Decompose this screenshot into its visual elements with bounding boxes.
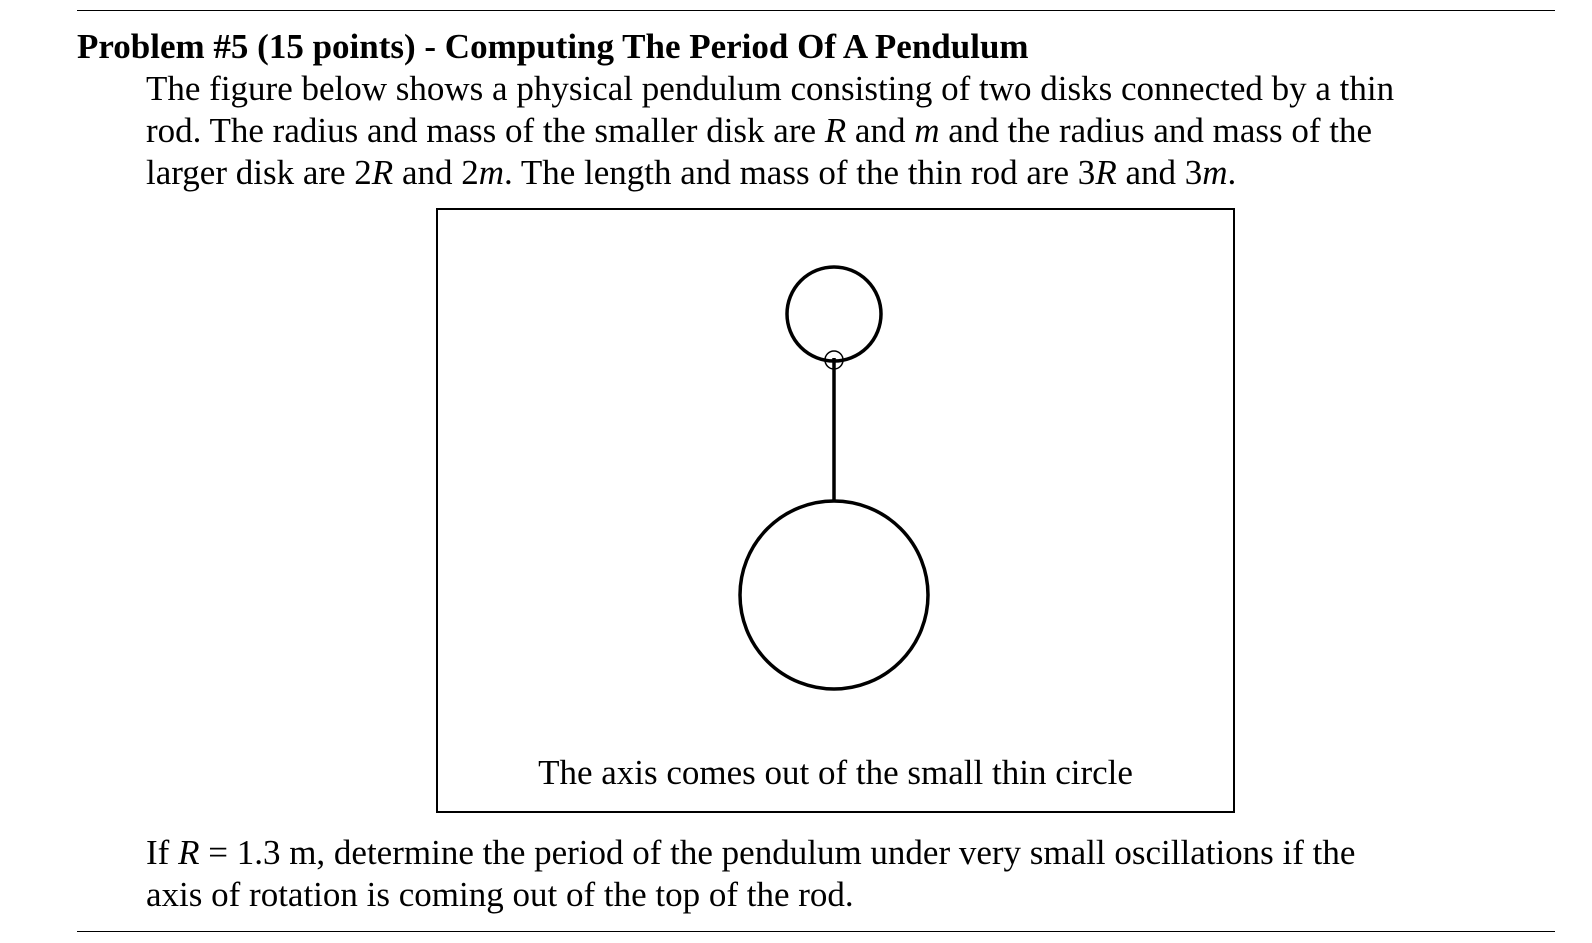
problem-title: Problem #5 (15 points) - Computing The Period Of A Pendulum	[77, 27, 1029, 66]
intro-line-1: The figure below shows a physical pendulum consisting of two disks connected by a thin	[146, 69, 1395, 108]
intro-line-3	[146, 152, 1566, 194]
question-text: If	[146, 833, 179, 872]
intro-line-2	[146, 110, 1566, 152]
figure-caption: The axis comes out of the small thin circle	[538, 753, 1133, 792]
var-m: m	[914, 111, 940, 150]
pendulum-figure	[436, 208, 1235, 813]
question-text: = 1.3 m, determine the period of the pendulum under very small oscillations if the	[199, 833, 1356, 872]
var-R: R	[371, 153, 394, 192]
var-m: m	[478, 153, 505, 192]
var-R: R	[178, 833, 200, 872]
problem-question	[146, 832, 1566, 916]
intro-text: rod. The radius and mass of the smaller disk are	[146, 111, 825, 150]
intro-text: . The length and mass of the thin rod are 3	[504, 153, 1096, 192]
question-line-1	[146, 832, 1566, 874]
large-disk	[740, 501, 928, 689]
intro-text: .	[1227, 153, 1237, 192]
problem-intro	[146, 68, 1566, 194]
intro-text: and	[846, 111, 915, 150]
var-R: R	[1095, 153, 1117, 192]
small-disk	[787, 267, 881, 361]
bottom-rule	[77, 931, 1555, 932]
intro-text: and 3	[1116, 153, 1203, 192]
intro-text: and the radius and mass of the	[939, 111, 1373, 150]
top-rule	[77, 10, 1555, 11]
question-line-2: axis of rotation is coming out of the top of the rod.	[146, 875, 854, 914]
pendulum-diagram	[438, 210, 1233, 811]
var-m: m	[1202, 153, 1228, 192]
intro-text: and 2	[393, 153, 479, 192]
var-R: R	[824, 111, 847, 150]
intro-text: larger disk are 2	[146, 153, 372, 192]
